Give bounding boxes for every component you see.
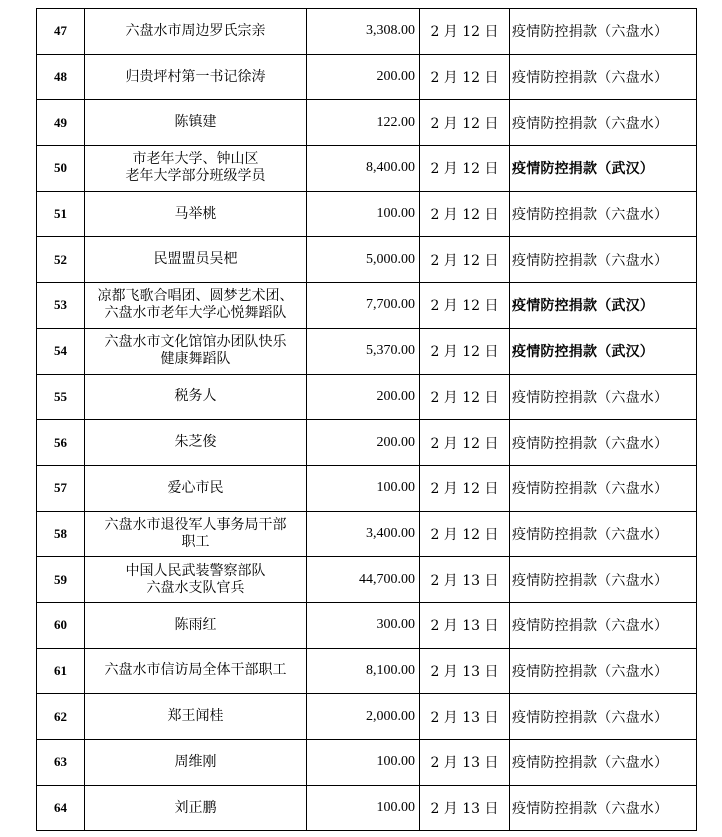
donor-name-line: 老年大学部分班级学员	[125, 168, 266, 185]
row-number: 60	[37, 602, 85, 648]
row-number: 56	[37, 420, 85, 466]
donation-purpose: 疫情防控捐款（六盘水）	[510, 648, 697, 694]
row-number: 49	[37, 100, 85, 146]
table-row	[37, 374, 697, 420]
donor-name-line: 朱芝俊	[174, 434, 217, 451]
donation-purpose: 疫情防控捐款（六盘水）	[510, 511, 697, 557]
donation-date: 2 月 12 日	[420, 54, 510, 100]
donation-table	[36, 8, 697, 831]
donation-purpose: 疫情防控捐款（六盘水）	[510, 374, 697, 420]
donor-name-line: 六盘水市退役军人事务局干部	[104, 516, 287, 533]
table-row	[37, 191, 697, 237]
donation-table-sheet	[36, 8, 696, 831]
donation-purpose: 疫情防控捐款（六盘水）	[510, 557, 697, 603]
donation-purpose: 疫情防控捐款（六盘水）	[510, 694, 697, 740]
table-row	[37, 9, 697, 55]
donor-name-line: 凉都飞歌合唱团、圆梦艺术团、	[97, 288, 294, 305]
donation-date: 2 月 12 日	[420, 146, 510, 192]
donor-name-line: 健康舞蹈队	[160, 351, 231, 368]
donation-date: 2 月 12 日	[420, 374, 510, 420]
donation-amount: 7,700.00	[307, 283, 420, 329]
row-number: 57	[37, 465, 85, 511]
donation-purpose: 疫情防控捐款（武汉）	[510, 328, 697, 374]
row-number: 53	[37, 283, 85, 329]
donor-name-cell	[85, 146, 307, 192]
row-number: 55	[37, 374, 85, 420]
donor-name-cell	[85, 557, 307, 603]
donation-date: 2 月 12 日	[420, 191, 510, 237]
row-number: 54	[37, 328, 85, 374]
donation-purpose: 疫情防控捐款（六盘水）	[510, 785, 697, 831]
donation-purpose: 疫情防控捐款（六盘水）	[510, 237, 697, 283]
donor-name-cell	[85, 237, 307, 283]
donation-amount: 200.00	[307, 54, 420, 100]
table-row	[37, 283, 697, 329]
donation-date: 2 月 13 日	[420, 648, 510, 694]
donation-date: 2 月 12 日	[420, 465, 510, 511]
donor-name-line: 刘正鹏	[174, 799, 217, 816]
donor-name-cell	[85, 740, 307, 786]
donation-amount: 200.00	[307, 420, 420, 466]
donor-name-cell	[85, 328, 307, 374]
row-number: 48	[37, 54, 85, 100]
donor-name-cell	[85, 374, 307, 420]
donation-amount: 100.00	[307, 785, 420, 831]
donation-date: 2 月 12 日	[420, 511, 510, 557]
donor-name-line: 郑王闻桂	[167, 708, 224, 725]
donation-date: 2 月 13 日	[420, 740, 510, 786]
table-row	[37, 146, 697, 192]
donation-amount: 3,308.00	[307, 9, 420, 55]
row-number: 50	[37, 146, 85, 192]
donation-purpose: 疫情防控捐款（六盘水）	[510, 9, 697, 55]
donor-name-cell	[85, 420, 307, 466]
donation-purpose: 疫情防控捐款（六盘水）	[510, 100, 697, 146]
donation-amount: 100.00	[307, 191, 420, 237]
donation-amount: 300.00	[307, 602, 420, 648]
row-number: 61	[37, 648, 85, 694]
donation-purpose: 疫情防控捐款（六盘水）	[510, 602, 697, 648]
row-number: 63	[37, 740, 85, 786]
row-number: 58	[37, 511, 85, 557]
donor-name-line: 税务人	[174, 388, 217, 405]
donation-date: 2 月 12 日	[420, 420, 510, 466]
donation-date: 2 月 13 日	[420, 785, 510, 831]
donor-name-cell	[85, 465, 307, 511]
donor-name-cell	[85, 9, 307, 55]
donation-amount: 5,370.00	[307, 328, 420, 374]
donation-amount: 8,100.00	[307, 648, 420, 694]
row-number: 51	[37, 191, 85, 237]
donation-amount: 3,400.00	[307, 511, 420, 557]
donation-date: 2 月 12 日	[420, 283, 510, 329]
donor-name-cell	[85, 785, 307, 831]
table-row	[37, 557, 697, 603]
donor-name-line: 六盘水支队官兵	[146, 579, 245, 596]
row-number: 47	[37, 9, 85, 55]
table-row	[37, 694, 697, 740]
donor-name-line: 职工	[181, 533, 210, 550]
table-row	[37, 602, 697, 648]
donation-date: 2 月 13 日	[420, 557, 510, 603]
donor-name-line: 陈雨红	[174, 616, 217, 633]
donor-name-line: 陈镇建	[174, 114, 217, 131]
row-number: 64	[37, 785, 85, 831]
donor-name-line: 爱心市民	[167, 479, 224, 496]
table-row	[37, 237, 697, 283]
donation-date: 2 月 13 日	[420, 602, 510, 648]
donation-purpose: 疫情防控捐款（六盘水）	[510, 191, 697, 237]
donation-table-body	[37, 9, 697, 831]
donor-name-line: 六盘水市文化馆馆办团队快乐	[104, 334, 287, 351]
donation-amount: 100.00	[307, 465, 420, 511]
donation-purpose: 疫情防控捐款（六盘水）	[510, 420, 697, 466]
table-row	[37, 785, 697, 831]
donation-date: 2 月 12 日	[420, 328, 510, 374]
donation-amount: 100.00	[307, 740, 420, 786]
donation-purpose: 疫情防控捐款（武汉）	[510, 146, 697, 192]
row-number: 59	[37, 557, 85, 603]
donation-purpose: 疫情防控捐款（六盘水）	[510, 740, 697, 786]
table-row	[37, 100, 697, 146]
donation-date: 2 月 12 日	[420, 100, 510, 146]
donor-name-cell	[85, 511, 307, 557]
donation-purpose: 疫情防控捐款（六盘水）	[510, 54, 697, 100]
table-row	[37, 511, 697, 557]
table-row	[37, 420, 697, 466]
donor-name-cell	[85, 602, 307, 648]
donor-name-line: 中国人民武装警察部队	[125, 562, 266, 579]
donor-name-line: 马举桃	[174, 205, 217, 222]
donation-amount: 8,400.00	[307, 146, 420, 192]
donor-name-line: 六盘水市信访局全体干部职工	[104, 662, 287, 679]
donation-date: 2 月 12 日	[420, 9, 510, 55]
donation-date: 2 月 13 日	[420, 694, 510, 740]
donor-name-cell	[85, 191, 307, 237]
donation-purpose: 疫情防控捐款（六盘水）	[510, 465, 697, 511]
donor-name-line: 市老年大学、钟山区	[132, 151, 259, 168]
donor-name-line: 六盘水市周边罗氏宗亲	[125, 22, 266, 39]
donation-amount: 200.00	[307, 374, 420, 420]
table-row	[37, 740, 697, 786]
donor-name-cell	[85, 100, 307, 146]
donor-name-line: 周维刚	[174, 753, 217, 770]
donor-name-line: 归贵坪村第一书记徐涛	[125, 68, 266, 85]
table-row	[37, 328, 697, 374]
donor-name-cell	[85, 648, 307, 694]
row-number: 52	[37, 237, 85, 283]
donor-name-cell	[85, 283, 307, 329]
table-row	[37, 54, 697, 100]
donor-name-cell	[85, 694, 307, 740]
donation-amount: 44,700.00	[307, 557, 420, 603]
donor-name-line: 民盟盟员吴杷	[153, 251, 238, 268]
donation-amount: 122.00	[307, 100, 420, 146]
donor-name-line: 六盘水市老年大学心悦舞蹈队	[104, 305, 287, 322]
donation-amount: 2,000.00	[307, 694, 420, 740]
donation-amount: 5,000.00	[307, 237, 420, 283]
donor-name-cell	[85, 54, 307, 100]
donation-purpose: 疫情防控捐款（武汉）	[510, 283, 697, 329]
table-row	[37, 648, 697, 694]
table-row	[37, 465, 697, 511]
row-number: 62	[37, 694, 85, 740]
donation-date: 2 月 12 日	[420, 237, 510, 283]
